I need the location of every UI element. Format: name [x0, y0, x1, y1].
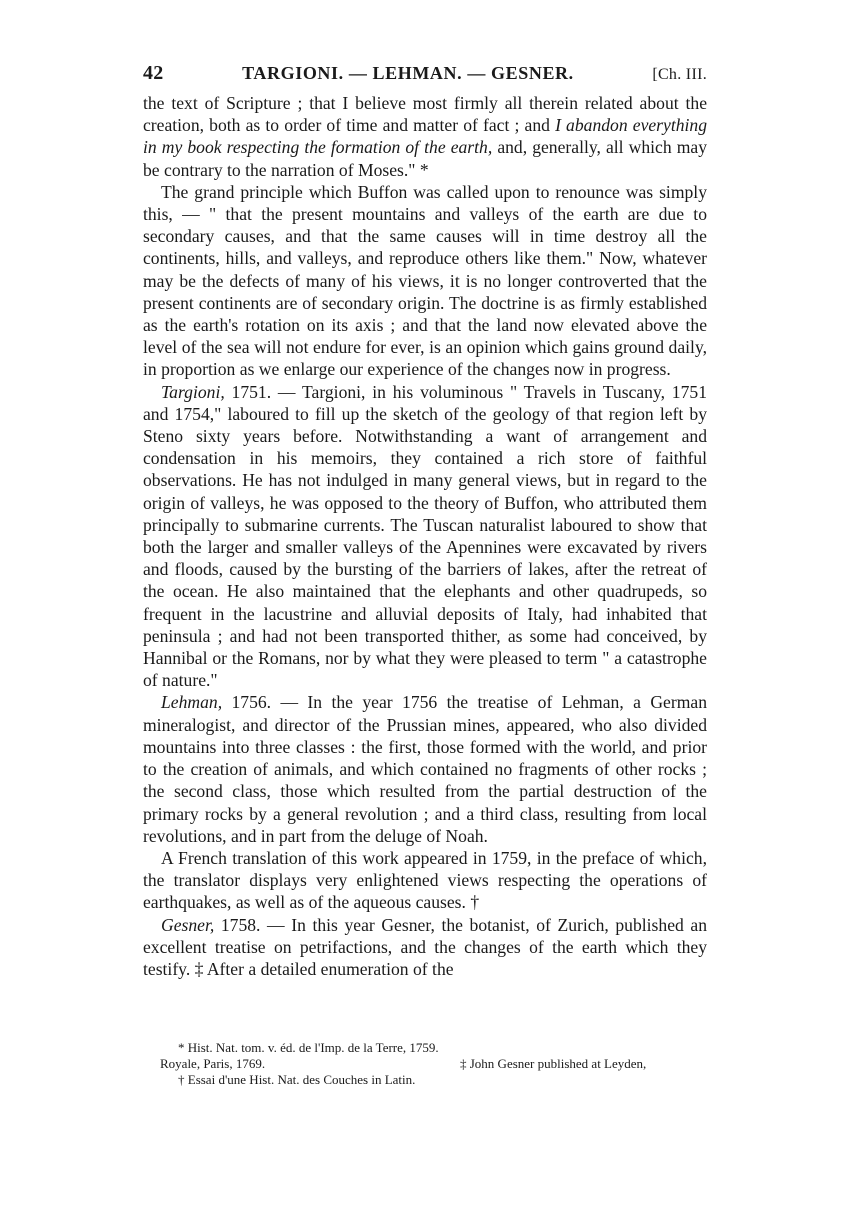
paragraph-translation: A French translation of this work appeared in 1759, in the preface of which, the translator displays very enlightened views respecting the operations of earthquakes, as well as of the aqueous causes. † [143, 847, 707, 913]
paragraph-2: The grand principle which Buffon was called upon to renounce was simply this, — " that the present mountains and valleys of the earth are due to secondary causes, and that the same causes will in time destroy all the continents, hills, and valleys, and reproduce others like them." Now, whatever may be the defects of many of his views, it is no longer controverted that the present continents are of secondary origin. The doctrine is as firmly established as the earth's rotation on its axis ; and that the land now elevated above the level of the sea will not endure for ever, is an opinion which gains ground daily, in proportion as we enlarge our experience of the changes now in progress. [143, 181, 707, 380]
footnote-3: ‡ John Gesner published at Leyden, [460, 1056, 647, 1071]
paragraph-lehman-text: 1756. — In the year 1756 the treatise of Lehman, a German mineralogist, and director of the Prussian mines, appeared, who also divided mountains into three classes : the first, those formed with the world, and prior to the creation of animals, and which contained no fragments of other rocks ; the second class, those which resulted from the partial destruction of the primary rocks by a general revolution ; and a third class, resulting from local revolutions, and in part from the deluge of Noah. [143, 692, 707, 846]
footnotes-left-column [160, 1040, 460, 1088]
book-page [143, 62, 707, 980]
section-lead-lehman: Lehman, [161, 692, 223, 713]
section-lead-targioni: Targioni, [161, 381, 225, 402]
footnote-2: † Essai d'une Hist. Nat. des Couches in Latin. [178, 1072, 416, 1087]
paragraph-gesner [143, 914, 707, 981]
section-lead-gesner: Gesner, [161, 914, 215, 935]
running-title: TARGIONI. — LEHMAN. — GESNER. [242, 63, 574, 83]
footnote-1-line-2: Royale, Paris, 1769. [160, 1056, 266, 1071]
body-text [143, 92, 707, 980]
paragraph-1 [143, 92, 707, 181]
page-number: 42 [143, 62, 164, 84]
paragraph-targioni-text: 1751. — Targioni, in his voluminous " Travels in Tuscany, 1751 and 1754," laboured to fill up the sketch of the geology of that region left by Steno sixty years before. Notwithstanding a want of arrangement and condensation in his memoirs, they contained a rich store of faithful observations. He has not indulged in many general views, but in regard to the origin of valleys, he was opposed to the theory of Buffon, who attributed them principally to submarine currents. The Tuscan naturalist laboured to show that both the larger and smaller valleys of the Apennines were excavated by rivers and floods, caused by the bursting of the barriers of lakes, after the retreat of the ocean. He also maintained that the elephants and other quadrupeds, so frequent in the lacustrine and alluvial deposits of Italy, had inhabited that peninsula ; and had not been transported thither, as some had conceived, by Hannibal or the Romans, nor by what they were pleased to term " a catastrophe of nature." [143, 381, 707, 691]
paragraph-1-italic: I abandon everything in my book respecting the formation of the earth, [143, 115, 708, 158]
footnote-1-line-1: * Hist. Nat. tom. v. éd. de l'Imp. de la Terre, 1759. [178, 1040, 439, 1055]
footnotes [160, 1040, 724, 1088]
paragraph-targioni [143, 381, 707, 692]
paragraph-gesner-text: 1758. — In this year Gesner, the botanist, of Zurich, published an excellent treatise on petrifactions, and the changes of the earth which they testify. ‡ After a detailed enumeration of the [143, 914, 707, 979]
page-header [143, 62, 707, 92]
chapter-label: [Ch. III. [652, 66, 707, 83]
paragraph-1-start: the text of Scripture ; that I believe most firmly all therein related about the creation, both as to order of time and matter of fact ; and [143, 93, 707, 136]
paragraph-lehman [143, 691, 707, 846]
paragraph-1-end: and, generally, all which may be contrary to the narration of Moses." * [143, 137, 708, 180]
footnotes-right-column [460, 1040, 724, 1088]
